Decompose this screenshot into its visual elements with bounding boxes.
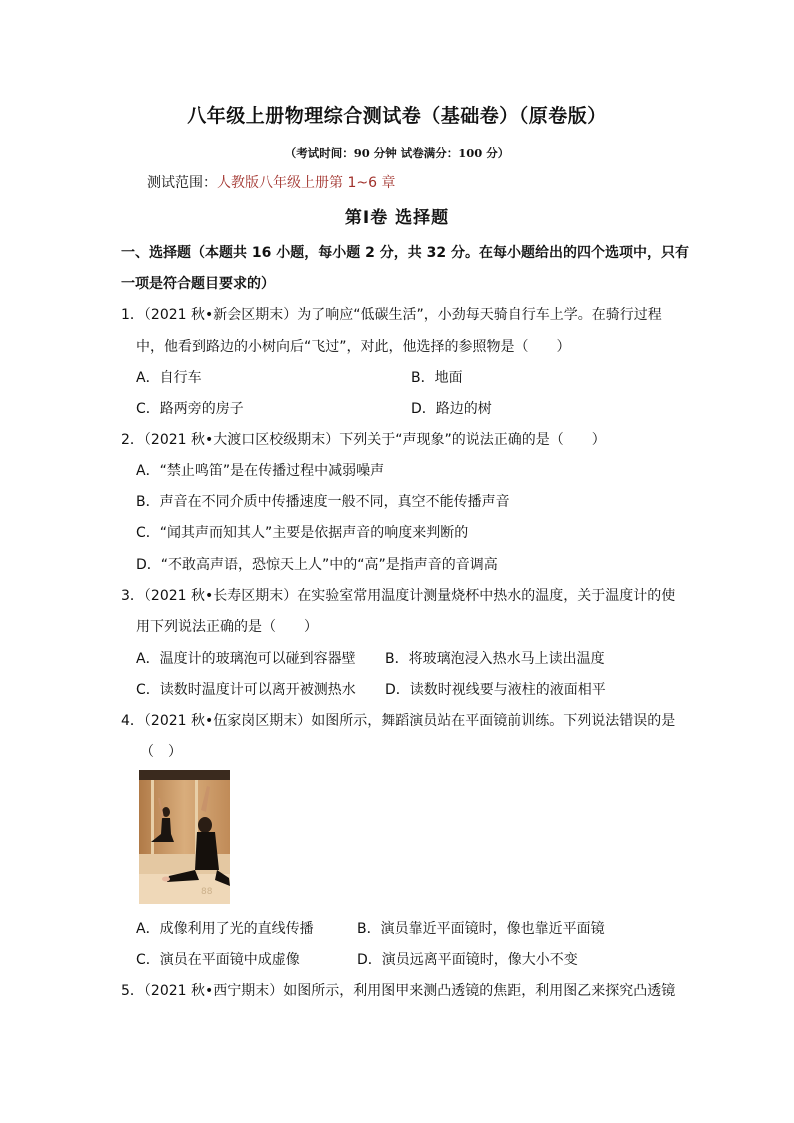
question-4-option-c: C．演员在平面镜中成虚像 — [136, 952, 300, 968]
dancer-mirror-photo — [139, 770, 230, 904]
question-1-option-d: D．路边的树 — [411, 401, 492, 417]
question-1-option-b: B．地面 — [411, 370, 463, 386]
question-3-stem: 3．（2021 秋•长寿区期末）在实验室常用温度计测量烧杯中热水的温度，关于温度计的使 — [121, 588, 676, 604]
question-3-stem: 用下列说法正确的是（ ） — [136, 619, 318, 635]
question-1-stem: 1．（2021 秋•新会区期末）为了响应“低碳生活”，小劲每天骑自行车上学。在骑行过程 — [121, 307, 662, 323]
question-4-stem: （ ） — [140, 744, 182, 760]
question-1-option-a: A．自行车 — [136, 370, 202, 386]
page-title: 八年级上册物理综合测试卷（基础卷）（原卷版） — [187, 105, 607, 127]
scope-label: 测试范围： — [147, 175, 217, 191]
question-2-option-d: D．“不敢高声语，恐惊天上人”中的“高”是指声音的音调高 — [136, 557, 498, 573]
test-scope — [147, 172, 395, 192]
question-2-stem: 2．（2021 秋•大渡口区校级期末）下列关于“声现象”的说法正确的是（ ） — [121, 432, 606, 448]
question-1-stem: 中，他看到路边的小树向后“飞过”，对此，他选择的参照物是（ ） — [136, 339, 571, 355]
scope-value: 人教版八年级上册第 1~6 章 — [217, 175, 396, 191]
question-4-stem: 4．（2021 秋•伍家岗区期末）如图所示，舞蹈演员站在平面镜前训练。下列说法错误的是 — [121, 713, 676, 729]
question-3-option-d: D．读数时视线要与液柱的液面相平 — [385, 682, 606, 698]
question-2-option-c: C．“闻其声而知其人”主要是依据声音的响度来判断的 — [136, 525, 469, 541]
question-4-option-a: A．成像利用了光的直线传播 — [136, 921, 314, 937]
instructions-line: 一项是符合题目要求的） — [121, 276, 275, 292]
question-2-option-b: B．声音在不同介质中传播速度一般不同，真空不能传播声音 — [136, 494, 510, 510]
exam-info: （考试时间：90 分钟 试卷满分：100 分） — [284, 146, 510, 160]
question-4-option-b: B．演员靠近平面镜时，像也靠近平面镜 — [357, 921, 605, 937]
question-3-option-a: A．温度计的玻璃泡可以碰到容器壁 — [136, 651, 356, 667]
question-3-option-b: B．将玻璃泡浸入热水马上读出温度 — [385, 651, 605, 667]
question-2-option-a: A．“禁止鸣笛”是在传播过程中减弱噪声 — [136, 463, 385, 479]
question-1-option-c: C．路两旁的房子 — [136, 401, 244, 417]
question-3-option-c: C．读数时温度计可以离开被测热水 — [136, 682, 356, 698]
section-title: 第Ⅰ卷 选择题 — [344, 208, 450, 228]
question-4-option-d: D．演员远离平面镜时，像大小不变 — [357, 952, 578, 968]
question-5-stem: 5．（2021 秋•西宁期末）如图所示，利用图甲来测凸透镜的焦距，利用图乙来探究凸透镜 — [121, 983, 676, 999]
svg-text:88: 88 — [201, 887, 213, 897]
instructions-line: 一、选择题（本题共 16 小题，每小题 2 分，共 32 分。在每小题给出的四个选项中，只有 — [121, 245, 689, 261]
